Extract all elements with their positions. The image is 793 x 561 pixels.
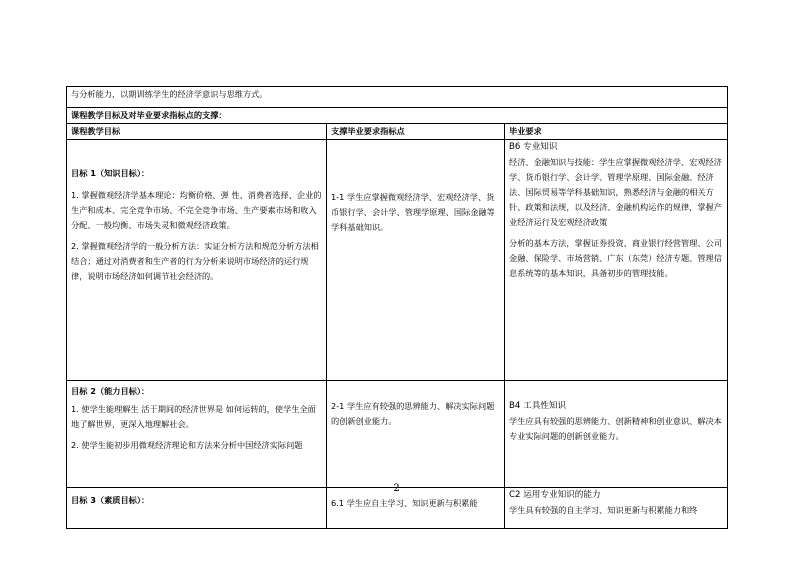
header-requirement: 毕业要求 [505,124,728,140]
header-course-objective: 课程教学目标 [67,124,327,140]
goal-1-requirement-title: B6 专业知识 [509,142,558,152]
course-objectives-table [66,86,728,529]
goal-2-requirement [505,381,728,488]
goal-1-title: 目标 1（知识目标）： [71,168,150,178]
goal-2-cell [67,381,327,488]
goal-1-indicator: 1-1 学生应掌握微观经济学、宏观经济学、货币银行学、会计学、管理学原理、国际金融等学科基础知识。 [327,140,505,381]
goal-3-requirement-paragraph-1: 学生具有较强的自主学习、知识更新与积累能力和终 [509,505,698,515]
page-number: 2 [393,483,400,494]
goal-1-paragraph-2: 2. 掌握微观经济学的一般分析方法：实证分析方法和规范分析方法相结合；通过对消费者和生产者的行为分析来说明市场经济的运行规律，说明市场经济如何调节社会经济的。 [71,241,319,281]
goal-3-requirement-title: C2 运用专业知识的能力 [509,490,601,500]
goal-2-title: 目标 2（能力目标）： [71,386,150,396]
goal-2-indicator: 2-1 学生应有较强的思辨能力、解决实际问题的创新创业能力。 [327,381,505,488]
goal-row-1 [67,140,728,381]
goal-2-paragraph-2: 2. 使学生能初步用微观经济理论和方法来分析中国经济实际问题 [71,440,303,450]
goal-1-requirement-paragraph-2: 分析的基本方法，掌握证券投资、商业银行经营管理、公司金融、保险学、市场营销、广东（东莞）经济专题、管理信息系统等的基本知识，具备初步的管理技能。 [509,238,722,278]
goal-1-cell [67,140,327,381]
intro-text: 与分析能力，以期训练学生的经济学意识与思维方式。 [67,87,728,108]
section-title-row [67,108,728,124]
section-title: 课程教学目标及对毕业要求指标点的支撑： [67,108,728,124]
goal-1-paragraph-1: 1. 掌握微观经济学基本理论：均衡价格、弹 性、消费者选择、企业的生产和成本、完全竞争市场、不完全竞争市场、生产要素市场和收入分配、一般均衡、市场失灵和微观经济政策。 [71,190,322,230]
goal-1-requirement-paragraph-1: 经济、金融知识与技能：学生应掌握微观经济学、宏观经济学、货币银行学、会计学、管理学原理、国际金融、经济法、国际贸易等学科基础知识，熟悉经济与金融的相关方针、政策和法规，以及经济、金融机构运作的规律，掌握产业经济运行及宏观经济政策 [509,157,722,227]
goal-3-indicator: 6.1 学生应自主学习、知识更新与积累能 [327,488,505,529]
goal-2-requirement-paragraph-1: 学生应具有较强的思辨能力、创新精神和创业意识、解决本专业实际问题的创新创业能力。 [509,416,722,441]
header-row [67,124,728,140]
goal-2-requirement-title: B4 工具性知识 [509,401,567,411]
goal-3-title: 目标 3（素质目标）： [71,495,150,505]
goal-2-paragraph-1: 1. 使学生能理解生 活于期间的经济世界是 如何运转的，使学生全面地了解世界，更深入地理解社会。 [71,404,316,429]
header-indicator: 支撑毕业要求指标点 [327,124,505,140]
intro-row [67,87,728,108]
goal-row-2 [67,381,728,488]
goal-1-requirement [505,140,728,381]
